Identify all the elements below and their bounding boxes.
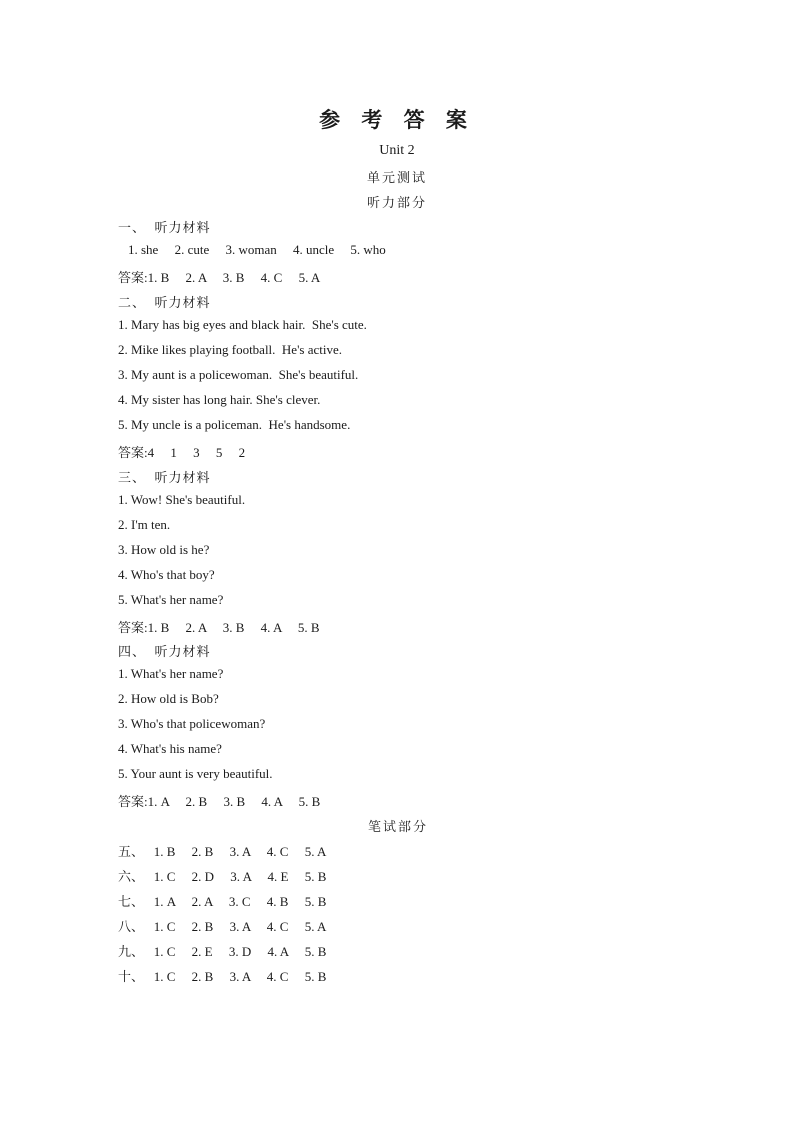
written-answer-row: 六、 1. C 2. D 3. A 4. E 5. B <box>118 869 327 884</box>
written-answer-row: 五、 1. B 2. B 3. A 4. C 5. A <box>118 844 327 859</box>
part2-line: 3. My aunt is a policewoman. She's beautiful. <box>118 367 359 382</box>
written-section-heading: 笔试部分 <box>368 819 429 834</box>
written-answer-row: 八、 1. C 2. B 3. A 4. C 5. A <box>118 919 327 934</box>
written-answer-row: 九、 1. C 2. E 3. D 4. A 5. B <box>118 944 327 959</box>
part4-line: 1. What's her name? <box>118 666 224 681</box>
part3-heading: 三、 听力材料 <box>118 470 211 485</box>
part4-heading: 四、 听力材料 <box>118 644 211 659</box>
listening-section-heading: 听力部分 <box>366 195 427 210</box>
part2-line: 2. Mike likes playing football. He's active. <box>118 342 343 357</box>
part3-line: 2. I'm ten. <box>118 517 171 532</box>
part2-line: 5. My uncle is a policeman. He's handsome. <box>118 417 351 432</box>
part4-line: 3. Who's that policewoman? <box>118 716 266 731</box>
part4-line: 5. Your aunt is very beautiful. <box>118 766 273 781</box>
written-answer-row: 七、 1. A 2. A 3. C 4. B 5. B <box>118 894 327 909</box>
part4-line: 2. How old is Bob? <box>118 691 219 706</box>
part4-answer: 答案:1. A 2. B 3. B 4. A 5. B <box>118 794 321 809</box>
part3-line: 1. Wow! She's beautiful. <box>118 492 246 507</box>
part2-line: 1. Mary has big eyes and black hair. She's cute. <box>118 317 367 332</box>
part3-line: 5. What's her name? <box>118 592 224 607</box>
part2-answer: 答案:4 1 3 5 2 <box>118 445 246 460</box>
part1-answer: 答案:1. B 2. A 3. B 4. C 5. A <box>118 270 321 285</box>
part3-line: 4. Who's that boy? <box>118 567 215 582</box>
part1-items: 1. she 2. cute 3. woman 4. uncle 5. who <box>128 242 386 257</box>
page-title: 参 考 答 案 <box>319 108 475 132</box>
unit-label: Unit 2 <box>379 143 415 158</box>
unit-test-subtitle: 单元测试 <box>366 170 427 185</box>
part4-line: 4. What's his name? <box>118 741 222 756</box>
part3-answer: 答案:1. B 2. A 3. B 4. A 5. B <box>118 620 320 635</box>
part2-line: 4. My sister has long hair. She's clever. <box>118 392 321 407</box>
part2-heading: 二、 听力材料 <box>118 295 211 310</box>
part1-heading: 一、 听力材料 <box>118 220 211 235</box>
written-answer-row: 十、 1. C 2. B 3. A 4. C 5. B <box>118 969 327 984</box>
part3-line: 3. How old is he? <box>118 542 210 557</box>
